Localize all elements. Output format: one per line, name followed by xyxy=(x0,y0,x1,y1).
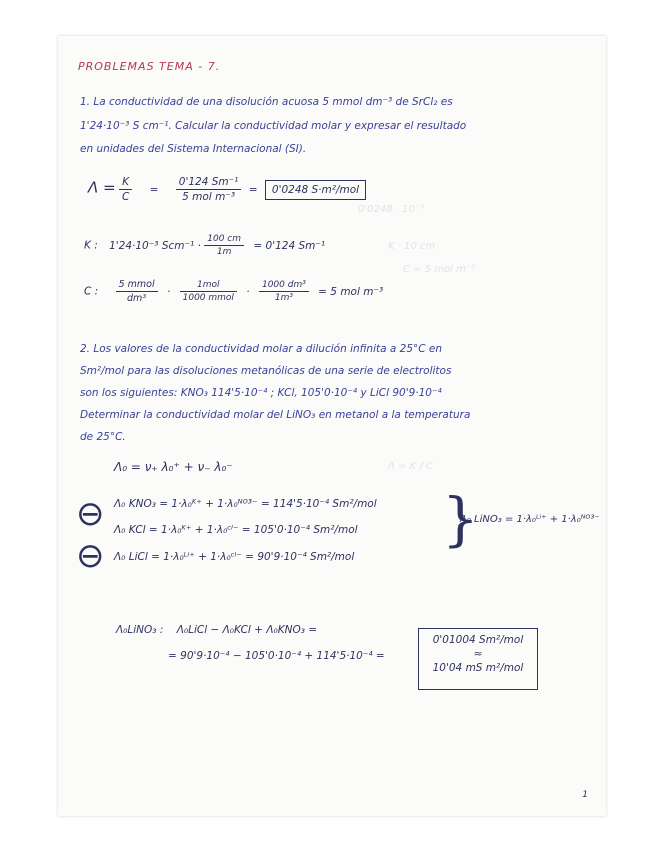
problem-2-line-1: 2. Los valores de la conductividad molar a dilución infinita a 25°C en xyxy=(80,343,443,355)
minus-sign-1: ⊖ xyxy=(76,494,105,534)
licl-equation: Λ₀ LiCl = 1·λ₀ᴸⁱ⁺ + 1·λ₀ᶜˡ⁻ = 90'9·10⁻⁴ Sm²/mol xyxy=(114,551,355,563)
problem-2-line-5: de 25°C. xyxy=(80,431,126,443)
notebook-page: 0'0248 · 10⁻³ K · 10 cm C = 5 mol m⁻³ Λ = K / C PROBLEMAS TEMA - 7. 1. La conductividad de una disolución acuosa 5 mmol dm⁻³ de SrCl₂ es 1'24·10⁻³ S cm⁻¹. Calcular la conductividad molar y expresar el resultado en unidades del Sistema Internacional (SI). Λ = $\frac{K}{C}$ = $\frac{\text{0'124 Sm⁻¹}}{\text{5 mol m⁻³}}$ = 0'0248 S·m²/mol K : 1'24·10⁻³ Scm⁻¹ · $\frac{100 cm}{1m}$ = 0'124 Sm⁻¹ C : $\frac{\text{5 mmol}}{\text{dm³}}$ · $\frac{\text{1mol}}{\text{1000 mmol}}$ · $\frac{\text{1000 dm³}}{\text{1m³}}$ = 5 mol m⁻³ 2. Los valores de la conductividad molar a dilución infinita a 25°C en Sm²/mol para las disoluciones metanólicas de una serie de electrolitos son los siguientes: KNO₃ 114'5·10⁻⁴ ; KCl, 105'0·10⁻⁴ y LiCl 90'9·10⁻⁴ Determinar la conductividad molar del LiNO₃ en metanol a la temperatura de 25°C. Λ₀ = ν₊ λ₀⁺ + ν₋ λ₀⁻ ⊖ ⊖ Λ₀ KNO₃ = 1·λ₀ᴷ⁺ + 1·λ₀ᴺᴼ³⁻ = 114'5·10⁻⁴ Sm²/mol Λ₀ KCl = 1·λ₀ᴷ⁺ + 1·λ₀ᶜˡ⁻ = 105'0·10⁻⁴ Sm²/mol Λ₀ LiCl = 1·λ₀ᴸⁱ⁺ + 1·λ₀ᶜˡ⁻ = 90'9·10⁻⁴ Sm²/mol } Λ₀ LiNO₃ = 1·λ₀ᴸⁱ⁺ + 1·λ₀ᴺᴼ³⁻ Λ₀LiNO₃ : Λ₀LiCl − Λ₀KCl + Λ₀KNO₃ = = 90'9·10⁻⁴ − 105'0·10⁻⁴ + 114'5·10⁻⁴ = 0'01004 Sm²/mol ≈ 10'04 mS m²/mol 1 xyxy=(58,36,606,816)
eq-k: K xyxy=(119,176,132,190)
c-num-3: 1000 dm³ xyxy=(259,280,309,292)
kcl-equation: Λ₀ KCl = 1·λ₀ᴷ⁺ + 1·λ₀ᶜˡ⁻ = 105'0·10⁻⁴ Sm²/mol xyxy=(114,524,358,536)
general-equation: Λ₀ = ν₊ λ₀⁺ + ν₋ λ₀⁻ xyxy=(114,460,233,474)
eq-equals: = xyxy=(149,183,159,196)
c-num-1: 5 mmol xyxy=(116,279,158,292)
c-fraction-3 xyxy=(259,280,309,303)
k-value: 1'24·10⁻³ Scm⁻¹ · xyxy=(109,239,201,252)
final-expression: Λ₀LiCl − Λ₀KCl + Λ₀KNO₃ = xyxy=(176,624,318,636)
k-conversion xyxy=(84,234,325,257)
result-box-1: 0'0248 S·m²/mol xyxy=(265,180,366,200)
eq-c: C xyxy=(121,191,130,203)
c-den-2: 1000 mmol xyxy=(182,293,234,303)
eq-equals-2: = xyxy=(248,183,258,196)
approx-sign: ≈ xyxy=(473,648,483,660)
page-title: PROBLEMAS TEMA - 7. xyxy=(78,60,221,73)
final-result-1: 0'01004 Sm²/mol xyxy=(432,634,524,646)
c-result: = 5 mol m⁻³ xyxy=(318,285,384,298)
problem-1-line-2: 1'24·10⁻³ S cm⁻¹. Calcular la conductividad molar y expresar el resultado xyxy=(80,120,467,132)
final-setup xyxy=(116,624,317,636)
molar-conductivity-equation xyxy=(88,176,366,203)
problem-1-line-3: en unidades del Sistema Internacional (SI). xyxy=(80,143,307,155)
c-fraction-1 xyxy=(116,279,158,304)
problem-2-line-3: son los siguientes: KNO₃ 114'5·10⁻⁴ ; KCl, 105'0·10⁻⁴ y LiCl 90'9·10⁻⁴ xyxy=(80,387,442,399)
c-den-3: 1m³ xyxy=(274,293,293,303)
kno3-equation: Λ₀ KNO₃ = 1·λ₀ᴷ⁺ + 1·λ₀ᴺᴼ³⁻ = 114'5·10⁻⁴ Sm²/mol xyxy=(114,498,377,510)
value-fraction xyxy=(176,176,242,203)
result-box-2 xyxy=(418,628,538,690)
eq-denominator: 5 mol m⁻³ xyxy=(182,191,236,203)
c-lhs: C : xyxy=(84,285,99,298)
right-brace: } xyxy=(442,485,479,553)
c-fraction-2 xyxy=(180,280,237,303)
final-numeric: = 90'9·10⁻⁴ − 105'0·10⁻⁴ + 114'5·10⁻⁴ = xyxy=(168,650,385,662)
k-over-c-fraction xyxy=(119,176,132,203)
page-number: 1 xyxy=(582,790,588,800)
c-num-2: 1mol xyxy=(180,280,237,292)
eq-lhs: Λ = xyxy=(88,178,116,197)
final-result-2: 10'04 mS m²/mol xyxy=(432,662,524,674)
k-lhs: K : xyxy=(84,239,98,252)
c-conversion: C : $\frac{\text{5 mmol}}{\text{dm³}}$ · $\frac{\text{1mol}}{\text{1000 mmol}}$ · $\frac{\text{1000 dm³}}{\text{1m³}}$ = 5 mol m⁻³ xyxy=(84,279,384,304)
k-den: 1m xyxy=(216,247,232,257)
lino3-side-equation: Λ₀ LiNO₃ = 1·λ₀ᴸⁱ⁺ + 1·λ₀ᴺᴼ³⁻ xyxy=(460,514,600,525)
eq-numerator: 0'124 Sm⁻¹ xyxy=(176,176,242,190)
c-den-1: dm³ xyxy=(127,293,147,304)
minus-sign-2: ⊖ xyxy=(76,536,105,576)
k-num: 100 cm xyxy=(204,234,244,246)
problem-2-line-2: Sm²/mol para las disoluciones metanólicas de una serie de electrolitos xyxy=(80,365,452,377)
problem-2-line-4: Determinar la conductividad molar del LiNO₃ en metanol a la temperatura xyxy=(80,409,471,421)
problem-1-line-1: 1. La conductividad de una disolución acuosa 5 mmol dm⁻³ de SrCl₂ es xyxy=(80,96,453,108)
final-lhs: Λ₀LiNO₃ : xyxy=(116,624,164,636)
k-fraction xyxy=(204,234,244,257)
k-result: = 0'124 Sm⁻¹ xyxy=(253,239,326,252)
